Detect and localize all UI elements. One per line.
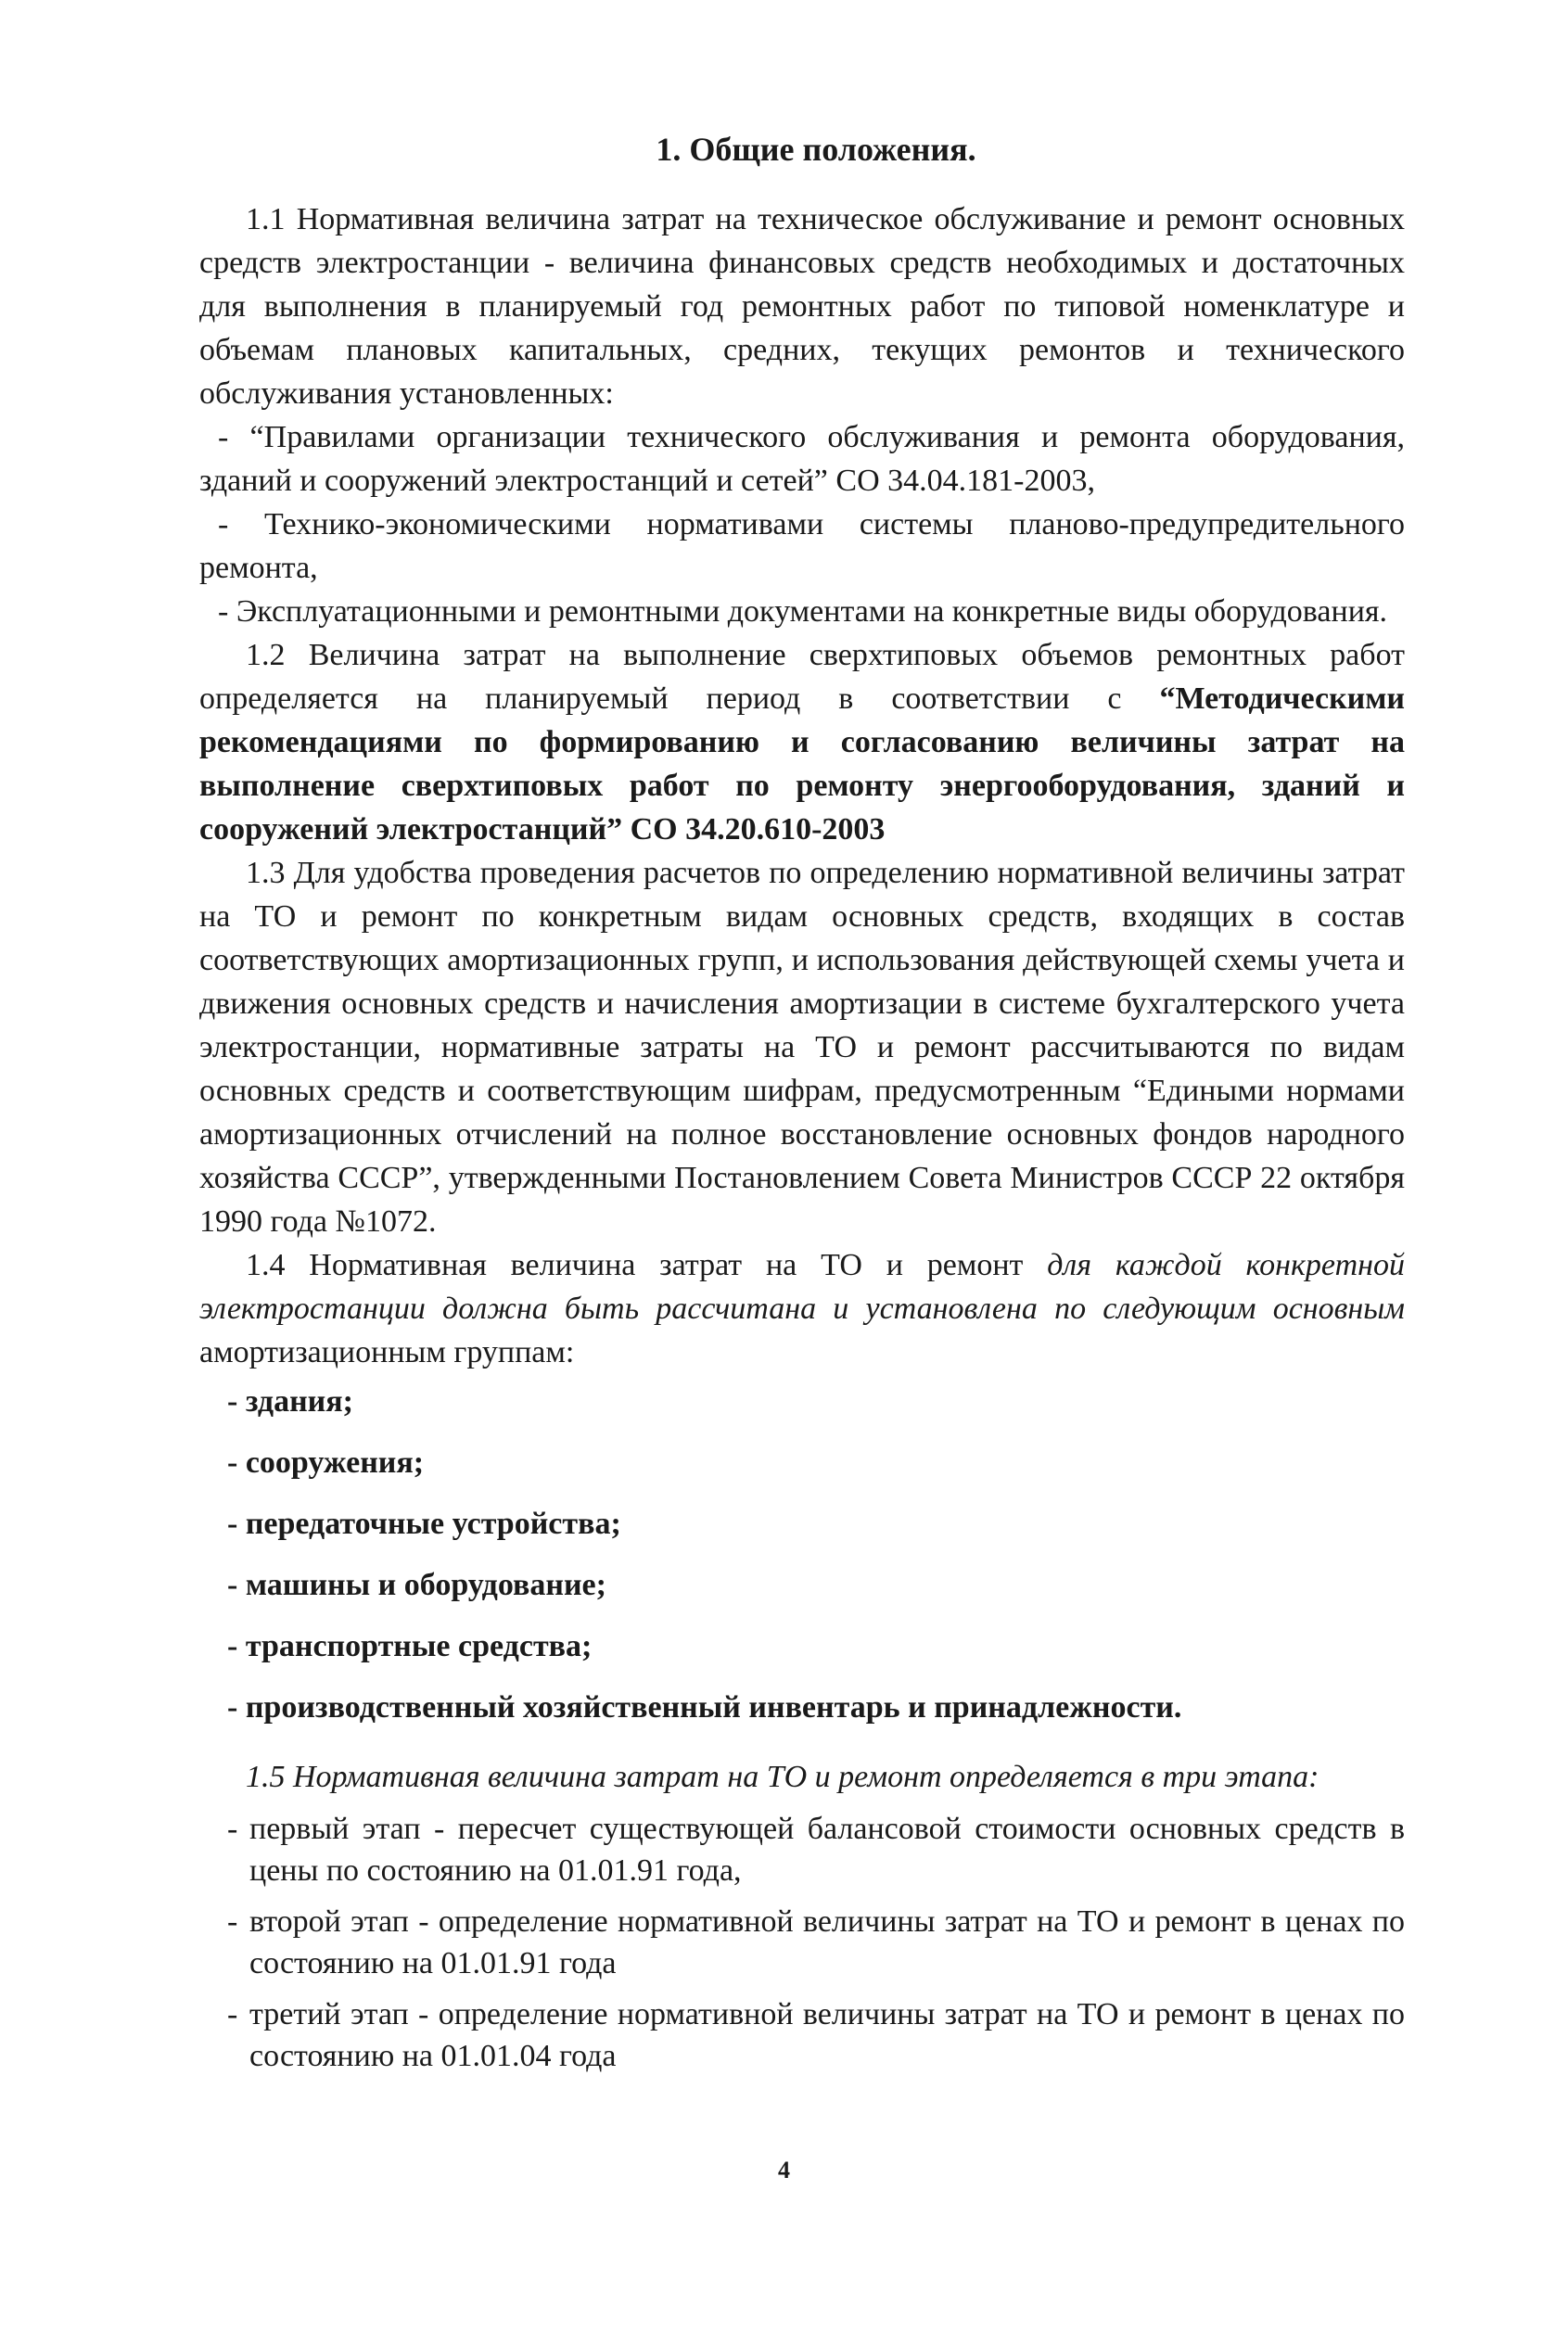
- paragraph-1-4-italic: для каждой конкретной электростанции должна быть рассчитана и установлена по следующим основным: [199, 1248, 1405, 1326]
- paragraph-1-2-bold-reference: “Методическими рекомендациями по формированию и согласованию величины затрат на выполнение сверхтиповых работ по ремонту энергооборудования, зданий и сооружений электростанций” СО 34.20.610-2003: [199, 681, 1405, 847]
- page-content: [199, 128, 1405, 2086]
- paragraph-1-5: 1.5 Нормативная величина затрат на ТО и ремонт определяется в три этапа:: [246, 1760, 1319, 1794]
- group-item: - здания;: [227, 1384, 353, 1419]
- stage-text: первый этап - пересчет существующей балансовой стоимости основных средств в цены по состоянию на 01.01.91 года,: [249, 1812, 1405, 1888]
- group-item: - передаточные устройства;: [227, 1507, 621, 1541]
- section-title: 1. Общие положения.: [656, 131, 976, 168]
- stage-item: [199, 1808, 1405, 1891]
- paragraph-1-1: 1.1 Нормативная величина затрат на техническое обслуживание и ремонт основных средств электростанции - величина финансовых средств необходимых и достаточных для выполнения в планируемый год ремонтных работ по типовой номенклатуре и объемам плановых капитальных, средних, текущих ремонтов и технического обслуживания установленных:: [199, 202, 1405, 411]
- stage-item: [199, 1993, 1405, 2077]
- stage-text: второй этап - определение нормативной величины затрат на ТО и ремонт в ценах по состоянию на 01.01.91 года: [249, 1904, 1405, 1980]
- stage-dash: -: [227, 1904, 238, 1939]
- paragraph-1-2-text: 1.2 Величина затрат на выполнение сверхтиповых объемов ремонтных работ определяется на планируемый период в соответствии с: [199, 638, 1405, 716]
- paragraph-1-4-text: 1.4 Нормативная величина затрат на ТО и ремонт: [246, 1248, 1048, 1282]
- group-item: - сооружения;: [227, 1445, 425, 1480]
- stage-dash: -: [227, 1812, 238, 1846]
- paragraph-1-4: [199, 1243, 1405, 1374]
- paragraph-1-1-norms: - Технико-экономическими нормативами системы планово-предупредительного ремонта,: [199, 507, 1405, 585]
- paragraph-1-2: [199, 633, 1405, 851]
- paragraph-1-1-docs: - Эксплуатационными и ремонтными документами на конкретные виды оборудования.: [218, 594, 1388, 629]
- paragraph-1-3: 1.3 Для удобства проведения расчетов по определению нормативной величины затрат на ТО и ремонт по конкретным видам основных средств, входящих в состав соответствующих амортизационных групп, и использования действующей схемы учета и движения основных средств и начисления амортизации в системе бухгалтерского учета электростанции, нормативные затраты на ТО и ремонт рассчитываются по видам основных средств и соответствующим шифрам, предусмотренным “Едиными нормами амортизационных отчислений на полное восстановление основных фондов народного хозяйства СССР”, утвержденными Постановлением Совета Министров СССР 22 октября 1990 года №1072.: [199, 856, 1405, 1239]
- group-item: - машины и оборудование;: [227, 1568, 606, 1602]
- paragraph-1-1-rules: - “Правилами организации технического обслуживания и ремонта оборудования, зданий и сооружений электростанций и сетей” СО 34.04.181-2003,: [199, 420, 1405, 498]
- page-number: 4: [778, 2157, 790, 2184]
- paragraph-1-4-end: амортизационным группам:: [199, 1335, 575, 1369]
- stage-text: третий этап - определение нормативной величины затрат на ТО и ремонт в ценах по состоянию на 01.01.04 года: [249, 1997, 1405, 2073]
- group-item: - транспортные средства;: [227, 1629, 593, 1663]
- stages-list: [199, 1808, 1405, 2077]
- stage-item: [199, 1901, 1405, 1984]
- group-item: - производственный хозяйственный инвентарь и принадлежности.: [227, 1690, 1182, 1725]
- stage-dash: -: [227, 1997, 238, 2031]
- amortization-groups-list: [199, 1380, 1405, 1729]
